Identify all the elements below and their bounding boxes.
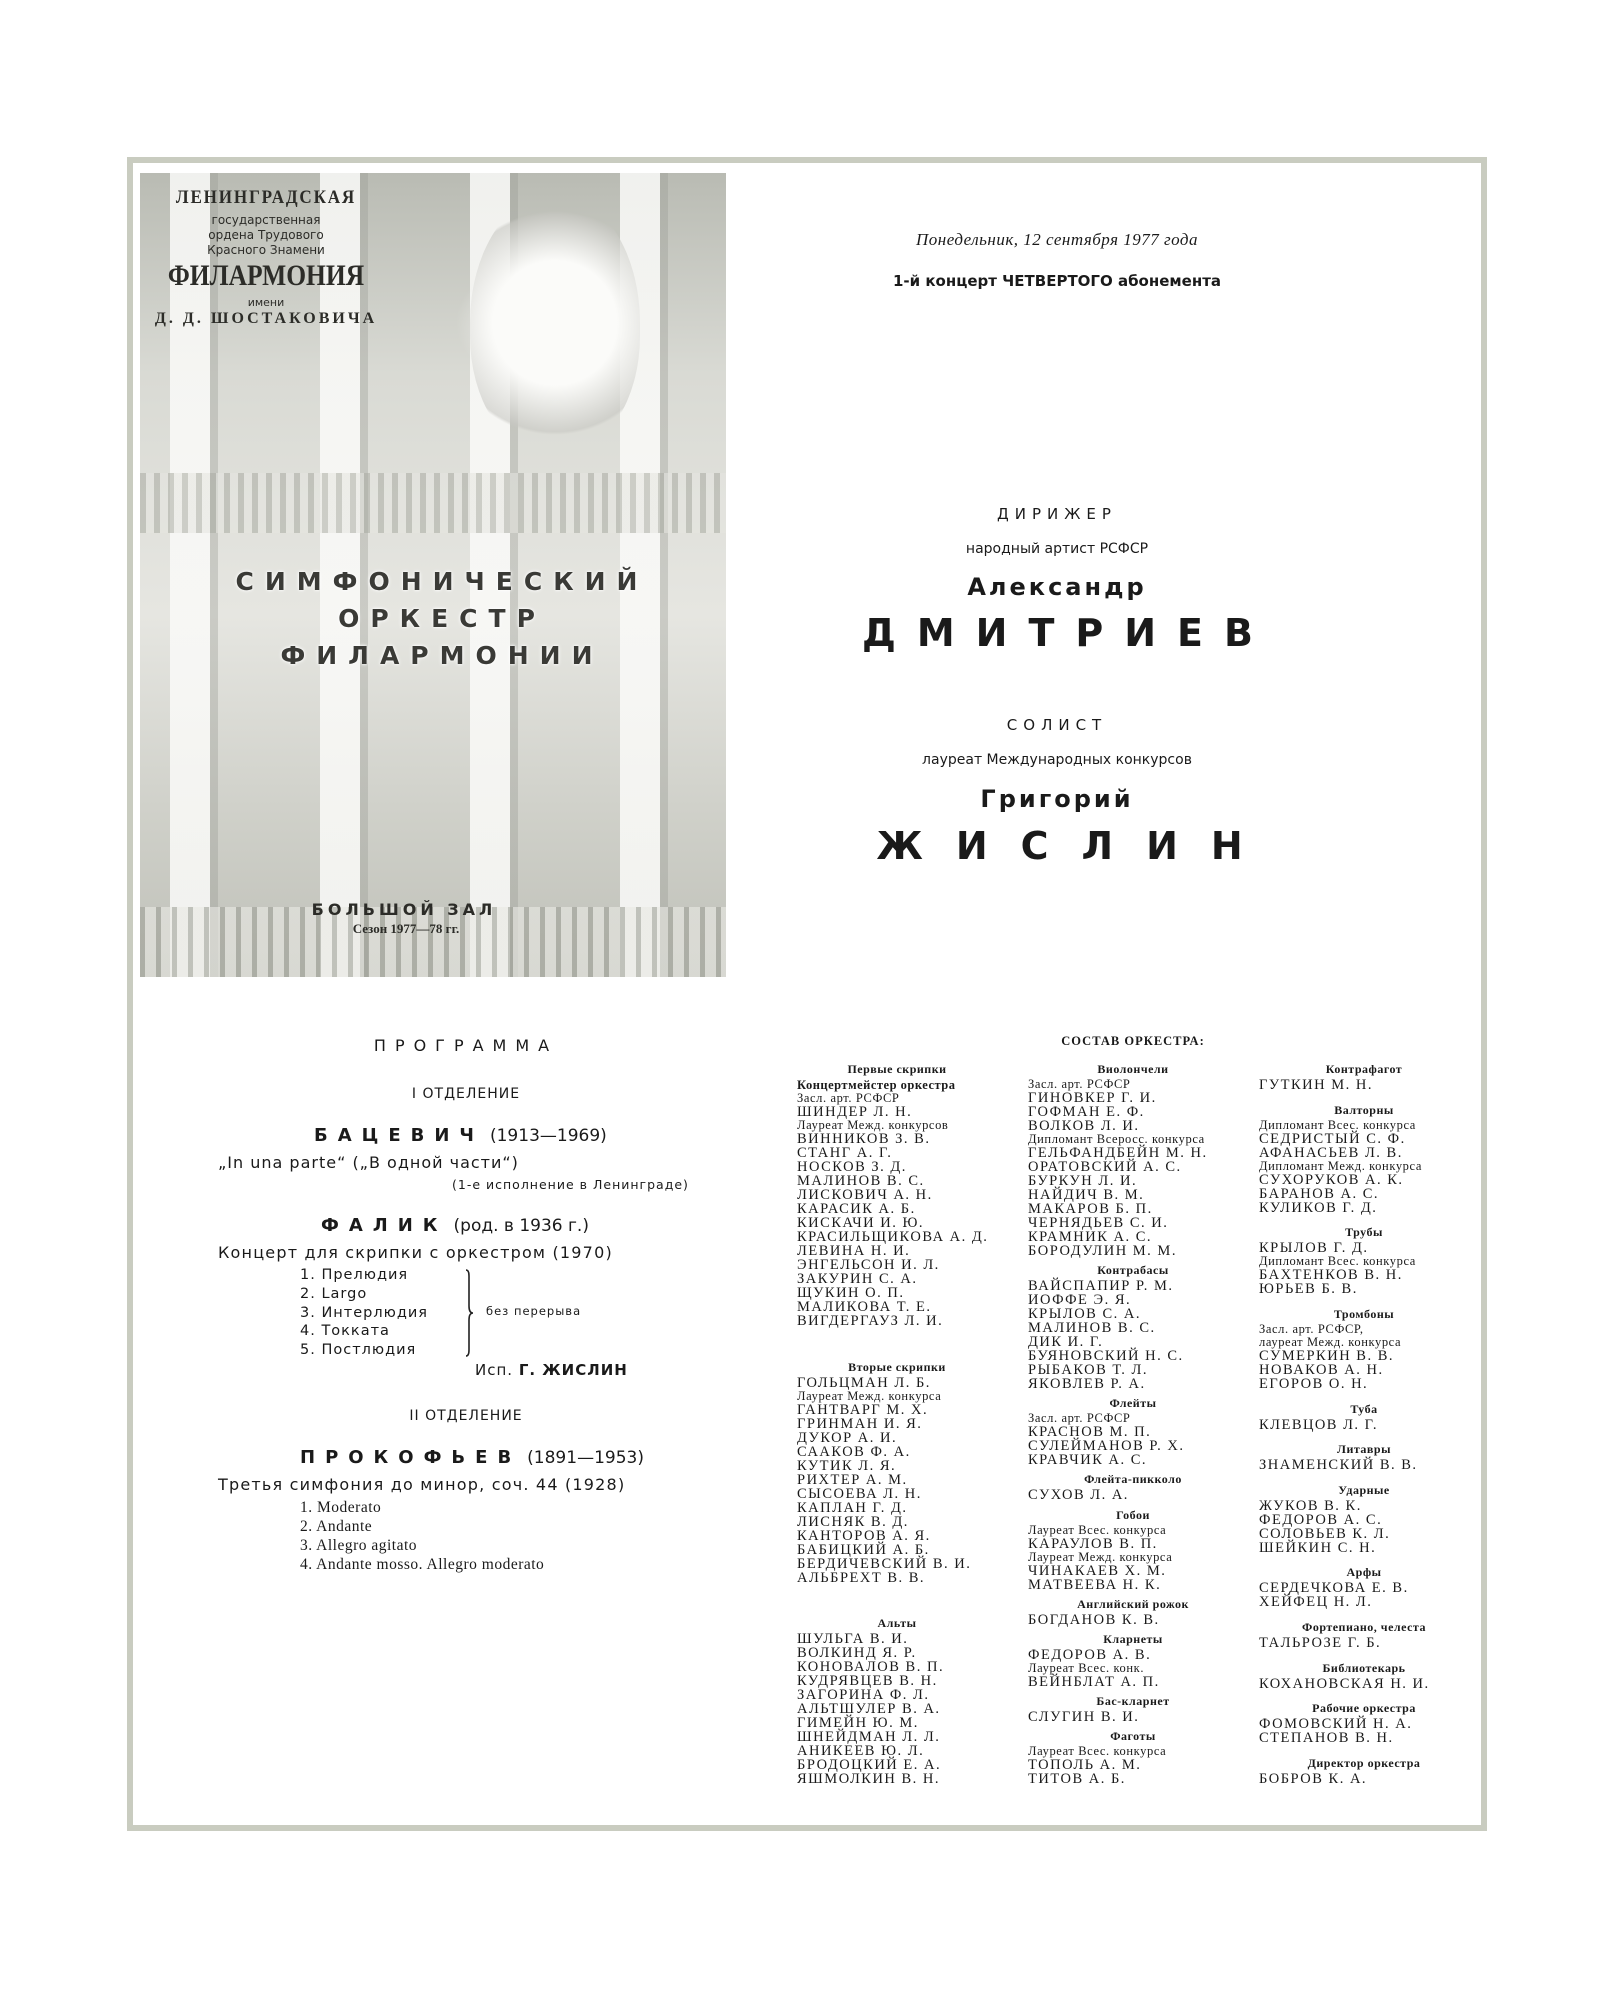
musician-title: Лауреат Всес. конкурса bbox=[1028, 1744, 1167, 1758]
musician-name: СЛУГИН В. И. bbox=[1028, 1708, 1140, 1725]
cover-season: Сезон 1977—78 гг. bbox=[352, 921, 460, 936]
soloist-last-name: ЖИСЛИН bbox=[876, 824, 1276, 868]
musician-name: ШУЛЬГА В. И. bbox=[797, 1631, 909, 1647]
musician-name: СЫСОЕВА Л. Н. bbox=[797, 1485, 922, 1502]
musician-name: ТИТОВ А. Б. bbox=[1028, 1771, 1126, 1787]
orchestra-column-1 bbox=[797, 1060, 997, 1786]
musician-title: Концертмейстер оркестра bbox=[797, 1078, 956, 1092]
orchestra-section bbox=[1259, 1699, 1469, 1745]
orchestra-column-2 bbox=[1028, 1060, 1238, 1786]
cover-org-line4: Красного Знамени bbox=[207, 243, 325, 257]
musician-name: ВИГДЕРГАУЗ Л. И. bbox=[797, 1313, 944, 1329]
musician-name: ЧИНАКАЕВ Х. М. bbox=[1028, 1562, 1167, 1579]
conductor-title: народный артист РСФСР bbox=[965, 541, 1149, 557]
movement-item: 1. Прелюдия bbox=[300, 1267, 409, 1283]
musician-name: ТОПОЛЬ А. М. bbox=[1028, 1757, 1142, 1773]
section-title: Рабочие оркестра bbox=[1312, 1701, 1416, 1716]
musician-name: КАНТОРОВ А. Я. bbox=[797, 1527, 931, 1544]
musician-name: ШНЕЙДМАН Л. Л. bbox=[797, 1729, 941, 1745]
orchestra-section bbox=[1259, 1101, 1469, 1215]
orchestra-section bbox=[1028, 1727, 1238, 1786]
musician-name: ЯШМОЛКИН В. Н. bbox=[797, 1771, 941, 1787]
section-title: Директор оркестра bbox=[1307, 1755, 1421, 1770]
musician-name: СУХОВ Л. А. bbox=[1028, 1487, 1129, 1504]
orchestra-section bbox=[797, 1614, 997, 1786]
musician-name: ИОФФЕ Э. Я. bbox=[1028, 1292, 1132, 1309]
musician-name: ЗАКУРИН С. А. bbox=[797, 1271, 918, 1287]
musician-name: КЛЕВЦОВ Л. Г. bbox=[1259, 1416, 1379, 1433]
musician-name: ЗАГОРИНА Ф. Л. bbox=[797, 1687, 930, 1703]
orchestra-section bbox=[1259, 1400, 1469, 1432]
musician-name: МАЛИНОВ В. С. bbox=[797, 1173, 925, 1189]
musician-name: КРАСНОВ М. П. bbox=[1028, 1424, 1152, 1441]
musician-name: БОБРОВ К. А. bbox=[1259, 1770, 1368, 1787]
musician-name: СЕРДЕЧКОВА Е. В. bbox=[1259, 1580, 1409, 1597]
work2-title: Концерт для скрипки с оркестром (1970) bbox=[218, 1243, 613, 1262]
section-title: Контрабасы bbox=[1097, 1263, 1169, 1278]
section-title: Библиотекарь bbox=[1322, 1660, 1406, 1675]
orchestra-section bbox=[797, 1358, 997, 1585]
musician-name: БОГДАНОВ К. В. bbox=[1028, 1611, 1160, 1628]
musician-name: ВОЛКОВ Л. И. bbox=[1028, 1118, 1140, 1134]
musician-name: ВОЛКИНД Я. Р. bbox=[797, 1645, 917, 1661]
musician-name: СУХОРУКОВ А. К. bbox=[1259, 1171, 1404, 1188]
movement-item: 3. Allegro agitato bbox=[300, 1537, 418, 1554]
musician-name: КАПЛАН Г. Д. bbox=[797, 1499, 908, 1516]
musician-name: ФЕДОРОВ А. С. bbox=[1259, 1511, 1383, 1528]
musician-name: МАКАРОВ Б. П. bbox=[1028, 1201, 1153, 1217]
orchestra-section bbox=[1028, 1595, 1238, 1627]
musician-name: ВАЙСПАПИР Р. М. bbox=[1028, 1278, 1174, 1295]
musician-name: ВИННИКОВ З. В. bbox=[797, 1131, 931, 1147]
cover-org-line3: ордена Трудового bbox=[208, 228, 324, 242]
orchestra-section bbox=[1259, 1305, 1469, 1391]
musician-name: БУРКУН Л. И. bbox=[1028, 1173, 1138, 1189]
orchestra-section bbox=[1028, 1470, 1238, 1502]
musician-name: ТАЛЬРОЗЕ Г. Б. bbox=[1259, 1635, 1382, 1651]
orchestra-section bbox=[1259, 1481, 1469, 1555]
section-title: Гобои bbox=[1116, 1507, 1150, 1522]
musician-title: Лауреат Межд. конкурса bbox=[1028, 1549, 1173, 1564]
musician-name: НАЙДИЧ В. М. bbox=[1028, 1187, 1145, 1203]
musician-name: ДИК И. Г. bbox=[1028, 1334, 1104, 1351]
musician-title: Дипломант Всеросс. конкурса bbox=[1028, 1132, 1205, 1146]
movement-item: 4. Andante mosso. Allegro moderato bbox=[300, 1556, 545, 1573]
cover-org-line2: государственная bbox=[211, 213, 321, 227]
musician-name: ГЕЛЬФАНДБЕЙН М. Н. bbox=[1028, 1145, 1208, 1161]
section-title: Первые скрипки bbox=[847, 1062, 947, 1076]
work2-movements bbox=[300, 1266, 428, 1360]
orchestra-heading: СОСТАВ ОРКЕСТРА: bbox=[1061, 1034, 1205, 1048]
musician-name: ЯКОВЛЕВ Р. А. bbox=[1028, 1376, 1146, 1393]
conductor-last-name: ДМИТРИЕВ bbox=[862, 611, 1274, 655]
cover-org-line1: ЛЕНИНГРАДСКАЯ bbox=[175, 187, 357, 208]
program-part2: II ОТДЕЛЕНИЕ bbox=[409, 1408, 523, 1424]
musician-title: Дипломант Межд. конкурса bbox=[1259, 1158, 1422, 1173]
orchestra-section bbox=[1028, 1692, 1238, 1724]
cover-title-line1: СИМФОНИЧЕСКИЙ bbox=[235, 567, 649, 596]
musician-name: БЕРДИЧЕВСКИЙ В. И. bbox=[797, 1555, 972, 1572]
musician-name: КРЫЛОВ Г. Д. bbox=[1259, 1240, 1369, 1257]
work2-composer: ФАЛИК bbox=[321, 1215, 448, 1236]
musician-name: СОЛОВЬЕВ К. Л. bbox=[1259, 1525, 1391, 1542]
soloist-first-name: Григорий bbox=[980, 785, 1134, 813]
cover-hall: БОЛЬШОЙ ЗАЛ bbox=[311, 900, 497, 919]
musician-name: ЭНГЕЛЬСОН И. Л. bbox=[797, 1257, 940, 1273]
work3-title: Третья симфония до минор, соч. 44 (1928) bbox=[218, 1475, 626, 1494]
section-title: Виолончели bbox=[1097, 1062, 1169, 1076]
musician-name: КРАСИЛЬЩИКОВА А. Д. bbox=[797, 1229, 989, 1245]
orchestra-section bbox=[797, 1060, 997, 1328]
musician-name: СУМЕРКИН В. В. bbox=[1259, 1347, 1395, 1364]
musician-name: ЕГОРОВ О. Н. bbox=[1259, 1375, 1369, 1392]
musician-name: ЮРЬЕВ Б. В. bbox=[1259, 1281, 1358, 1298]
section-title: Арфы bbox=[1346, 1565, 1382, 1580]
section-title: Бас-кларнет bbox=[1096, 1693, 1170, 1708]
musician-name: РЫБАКОВ Т. Л. bbox=[1028, 1362, 1149, 1379]
work1-years: (1913—1969) bbox=[489, 1126, 607, 1146]
musician-title: Дипломант Всес. конкурса bbox=[1259, 1254, 1416, 1269]
musician-name: КРАМНИК А. С. bbox=[1028, 1229, 1153, 1245]
section-title: Ударные bbox=[1338, 1482, 1390, 1497]
musician-name: ФОМОВСКИЙ Н. А. bbox=[1259, 1716, 1413, 1733]
musician-name: ГРИНМАН И. Я. bbox=[797, 1415, 923, 1432]
performer-name: Г. ЖИСЛИН bbox=[518, 1361, 628, 1379]
musician-name: СУЛЕЙМАНОВ Р. Х. bbox=[1028, 1438, 1185, 1455]
cover-title-line3: ФИЛАРМОНИИ bbox=[280, 641, 604, 670]
orchestra-column-3 bbox=[1259, 1060, 1469, 1786]
orchestra-section bbox=[1259, 1754, 1469, 1786]
musician-name: ДУКОР А. И. bbox=[797, 1429, 898, 1446]
musician-name: ЛИСКОВИЧ А. Н. bbox=[797, 1187, 933, 1203]
musician-name: ВЕЙНБЛАТ А. П. bbox=[1028, 1673, 1160, 1690]
orchestra-section bbox=[1259, 1659, 1469, 1691]
musician-name: ЗНАМЕНСКИЙ В. В. bbox=[1259, 1457, 1418, 1474]
section-title: Английский рожок bbox=[1077, 1596, 1189, 1611]
musician-name: НОВАКОВ А. Н. bbox=[1259, 1361, 1384, 1378]
section-title: Альты bbox=[877, 1616, 917, 1630]
movement-item: 5. Постлюдия bbox=[300, 1342, 417, 1359]
musician-name: КРАВЧИК А. С. bbox=[1028, 1452, 1148, 1469]
section-title: Валторны bbox=[1334, 1102, 1394, 1117]
musician-name: КОХАНОВСКАЯ Н. И. bbox=[1259, 1675, 1430, 1692]
musician-name: АЛЬБРЕХТ В. В. bbox=[797, 1569, 926, 1586]
section-title: Вторые скрипки bbox=[848, 1359, 946, 1374]
orchestra-section bbox=[1259, 1563, 1469, 1609]
section-title: Контрафагот bbox=[1325, 1062, 1403, 1076]
musician-name: ЛЕВИНА Н. И. bbox=[797, 1243, 911, 1259]
work3-composer: ПРОКОФЬЕВ bbox=[300, 1447, 522, 1468]
work1-title: „In una parte“ („В одной части“) bbox=[218, 1153, 519, 1172]
section-title: Фаготы bbox=[1110, 1729, 1156, 1743]
musician-name: ШИНДЕР Л. Н. bbox=[797, 1104, 913, 1120]
work1-heading bbox=[314, 1125, 607, 1146]
musician-name: ЛИСНЯК В. Д. bbox=[797, 1513, 909, 1530]
orchestra-section bbox=[1028, 1630, 1238, 1689]
movement-item: 2. Largo bbox=[300, 1285, 368, 1302]
musician-name: ГИМЕЙН Ю. М. bbox=[797, 1715, 919, 1731]
musician-name: ГИНОВКЕР Г. И. bbox=[1028, 1090, 1157, 1106]
musician-name: АФАНАСЬЕВ Л. В. bbox=[1259, 1144, 1403, 1161]
performer-prefix: Исп. bbox=[475, 1361, 514, 1379]
orchestra-section bbox=[1028, 1506, 1238, 1592]
musician-name: АНИКЕЕВ Ю. Л. bbox=[797, 1743, 925, 1759]
cover-org-name: ФИЛАРМОНИЯ bbox=[167, 259, 365, 292]
musician-name: ФЕДОРОВ А. В. bbox=[1028, 1646, 1152, 1663]
musician-name: МАЛИКОВА Т. Е. bbox=[797, 1299, 932, 1315]
musician-name: БУЯНОВСКИЙ Н. С. bbox=[1028, 1348, 1184, 1365]
musician-name: СААКОВ Ф. А. bbox=[797, 1443, 911, 1460]
work3-years: (1891—1953) bbox=[527, 1448, 644, 1468]
musician-title: Лауреат Межд. конкурса bbox=[797, 1388, 942, 1403]
musician-name: БАХТЕНКОВ В. Н. bbox=[1259, 1267, 1403, 1284]
performer-line bbox=[475, 1361, 628, 1379]
work2-years: (род. в 1936 г.) bbox=[453, 1216, 589, 1236]
musician-title: Дипломант Всес. конкурса bbox=[1259, 1117, 1416, 1132]
musician-title: Засл. арт. РСФСР bbox=[1028, 1411, 1131, 1426]
musician-name: БАБИЦКИЙ А. Б. bbox=[797, 1541, 930, 1558]
musician-title: лауреат Межд. конкурса bbox=[1259, 1334, 1402, 1349]
section-title: Флейта-пикколо bbox=[1084, 1472, 1182, 1487]
musician-name: КИСКАЧИ И. Ю. bbox=[797, 1215, 925, 1231]
orchestra-section bbox=[1259, 1223, 1469, 1296]
musician-name: ХЕЙФЕЦ Н. Л. bbox=[1259, 1594, 1373, 1611]
musician-name: КУЛИКОВ Г. Д. bbox=[1259, 1199, 1378, 1216]
work2-heading bbox=[321, 1215, 589, 1236]
cover-org-line6: Д. Д. ШОСТАКОВИЧА bbox=[154, 310, 378, 327]
orchestra-section bbox=[1028, 1060, 1238, 1258]
movement-item: 2. Andante bbox=[300, 1518, 373, 1535]
musician-name: ГУТКИН М. Н. bbox=[1259, 1077, 1373, 1093]
orchestra-section bbox=[1028, 1394, 1238, 1467]
cover-org-line5: имени bbox=[247, 296, 285, 309]
movement-item: 4. Токката bbox=[300, 1323, 390, 1340]
movement-item: 1. Moderato bbox=[300, 1499, 382, 1516]
musician-name: КАРАУЛОВ В. П. bbox=[1028, 1535, 1158, 1552]
work3-movements bbox=[300, 1498, 544, 1574]
musician-title: Засл. арт. РСФСР bbox=[797, 1091, 900, 1105]
musician-name: КРЫЛОВ С. А. bbox=[1028, 1306, 1142, 1323]
orchestra-section bbox=[1259, 1060, 1469, 1092]
concert-date: Понедельник, 12 сентября 1977 года bbox=[916, 230, 1198, 249]
brace-icon bbox=[460, 1268, 476, 1358]
musician-name: ЧЕРНЯДЬЕВ С. И. bbox=[1028, 1215, 1169, 1231]
cover-colonnade-frieze bbox=[140, 473, 726, 533]
orchestra-section bbox=[1028, 1261, 1238, 1391]
musician-name: СЕДРИСТЫЙ С. Ф. bbox=[1259, 1130, 1406, 1147]
musician-name: СТЕПАНОВ В. Н. bbox=[1259, 1730, 1394, 1747]
musician-name: НОСКОВ З. Д. bbox=[797, 1159, 907, 1175]
musician-name: ШЕЙКИН С. Н. bbox=[1259, 1539, 1377, 1556]
section-title: Флейты bbox=[1109, 1396, 1157, 1411]
work1-note: (1-е исполнение в Ленинграде) bbox=[452, 1177, 689, 1192]
conductor-first-name: Александр bbox=[967, 573, 1147, 601]
musician-name: БОРОДУЛИН М. М. bbox=[1028, 1243, 1177, 1259]
musician-name: КАРАСИК А. Б. bbox=[797, 1201, 916, 1217]
work1-composer: БАЦЕВИЧ bbox=[314, 1125, 484, 1146]
musician-name: СТАНГ А. Г. bbox=[797, 1145, 893, 1161]
musician-name: ЩУКИН О. П. bbox=[797, 1285, 905, 1301]
work3-heading bbox=[300, 1447, 644, 1468]
section-title: Фортепиано, челеста bbox=[1302, 1620, 1426, 1634]
soloist-title: лауреат Международных конкурсов bbox=[922, 752, 1192, 768]
concert-subscription: 1-й концерт ЧЕТВЕРТОГО абонемента bbox=[892, 272, 1222, 290]
program-part1: I ОТДЕЛЕНИЕ bbox=[411, 1086, 521, 1102]
musician-name: КУДРЯВЦЕВ В. Н. bbox=[797, 1673, 938, 1689]
chandelier-image bbox=[470, 193, 640, 453]
section-title: Кларнеты bbox=[1103, 1631, 1163, 1646]
musician-name: БРОДОЦКИЙ Е. А. bbox=[797, 1757, 942, 1773]
program-heading: ПРОГРАММА bbox=[373, 1036, 559, 1055]
cover-photo bbox=[140, 173, 726, 977]
section-title: Туба bbox=[1350, 1401, 1378, 1416]
musician-name: МАТВЕЕВА Н. К. bbox=[1028, 1576, 1162, 1593]
orchestra-section bbox=[1259, 1618, 1469, 1650]
musician-title: Лауреат Межд. конкурсов bbox=[797, 1118, 949, 1132]
conductor-role: ДИРИЖЕР bbox=[997, 505, 1117, 523]
musician-name: МАЛИНОВ В. С. bbox=[1028, 1320, 1156, 1337]
musician-name: ОРАТОВСКИЙ А. С. bbox=[1028, 1159, 1182, 1175]
musician-title: Лауреат Всес. конк. bbox=[1028, 1660, 1145, 1675]
musician-name: ГОЛЬЦМАН Л. Б. bbox=[797, 1374, 931, 1391]
musician-name: ГАНТВАРГ М. Х. bbox=[797, 1401, 929, 1418]
section-title: Трубы bbox=[1345, 1225, 1383, 1240]
musician-name: РИХТЕР А. М. bbox=[797, 1471, 908, 1488]
musician-title: Лауреат Всес. конкурса bbox=[1028, 1522, 1167, 1537]
movements-note: без перерыва bbox=[486, 1304, 582, 1318]
musician-name: ГОФМАН Е. Ф. bbox=[1028, 1104, 1145, 1120]
musician-name: АЛЬТШУЛЕР В. А. bbox=[797, 1701, 941, 1717]
musician-name: КУТИК Л. Я. bbox=[797, 1457, 897, 1474]
soloist-role: СОЛИСТ bbox=[1006, 716, 1108, 734]
musician-title: Засл. арт. РСФСР, bbox=[1259, 1321, 1364, 1336]
musician-name: ЖУКОВ В. К. bbox=[1259, 1497, 1362, 1514]
musician-name: БАРАНОВ А. С. bbox=[1259, 1185, 1380, 1202]
orchestra-section bbox=[1259, 1440, 1469, 1472]
musician-title: Засл. арт. РСФСР bbox=[1028, 1077, 1131, 1091]
musician-name: КОНОВАЛОВ В. П. bbox=[797, 1659, 945, 1675]
movement-item: 3. Интерлюдия bbox=[300, 1304, 428, 1321]
section-title: Литавры bbox=[1337, 1442, 1391, 1457]
cover-title-line2: ОРКЕСТР bbox=[338, 604, 546, 633]
section-title: Тромбоны bbox=[1333, 1306, 1395, 1321]
